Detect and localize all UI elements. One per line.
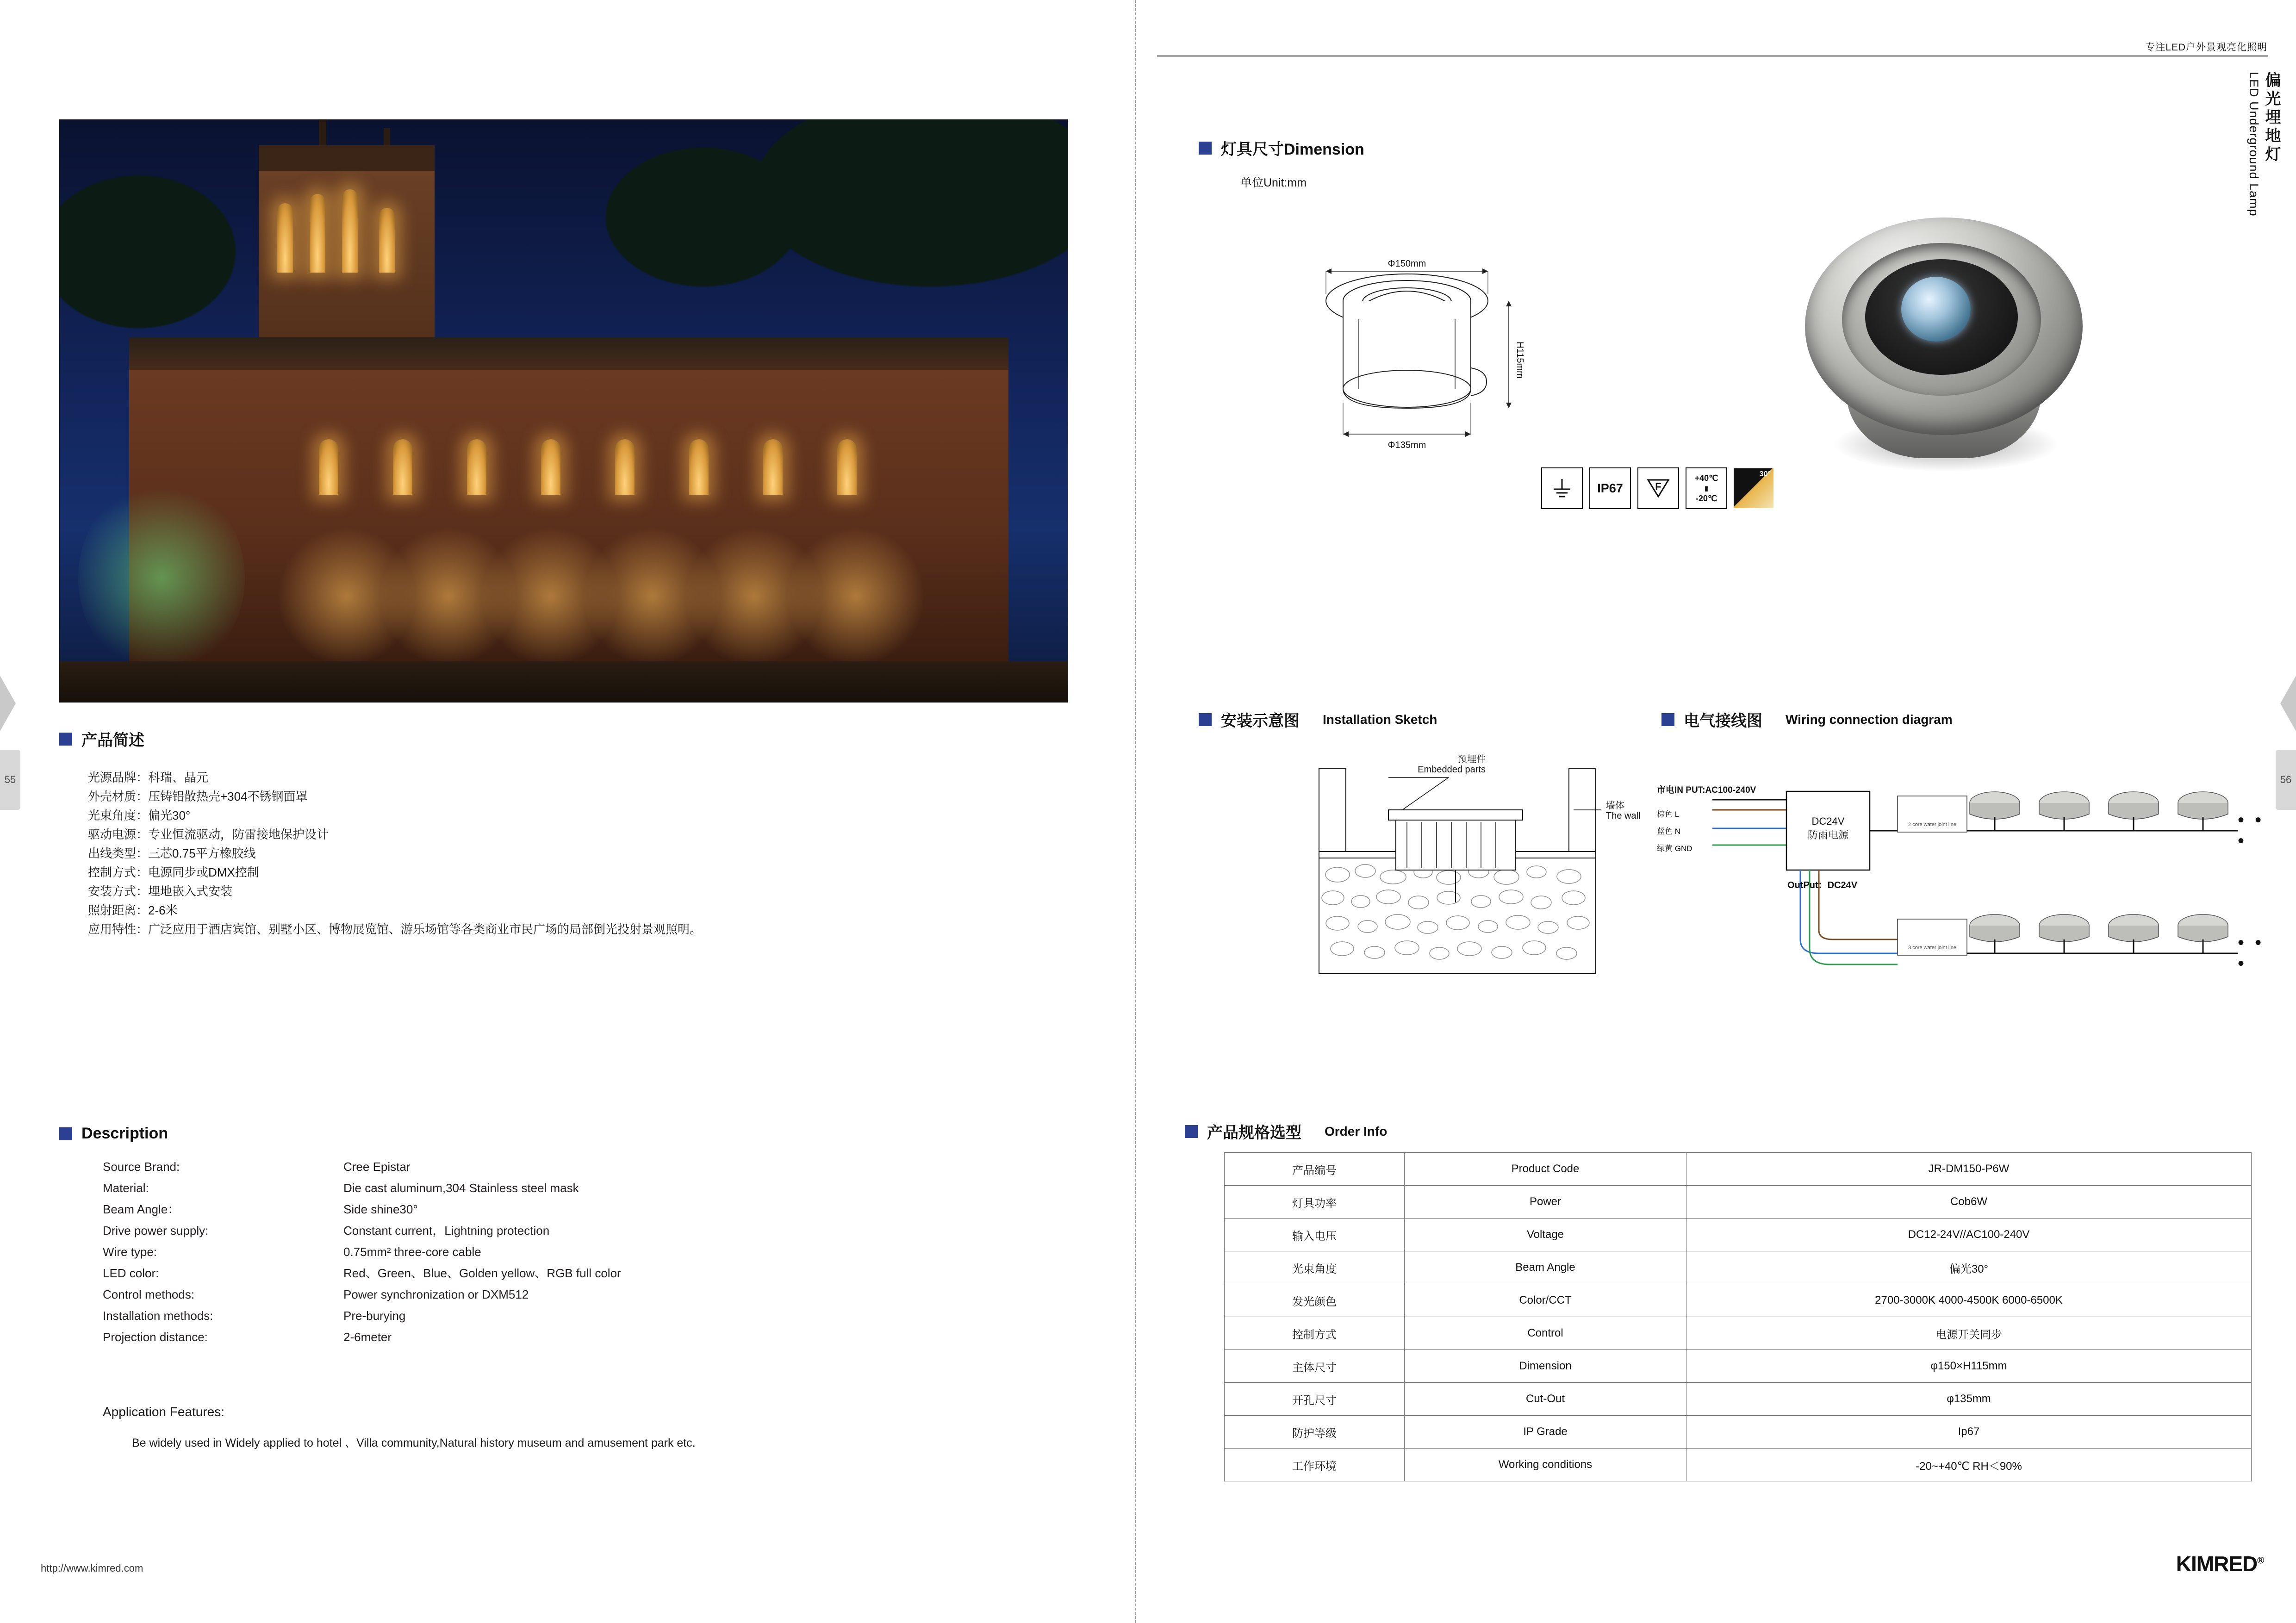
order-cell-en: Power bbox=[1405, 1186, 1686, 1219]
wall-label-en: The wall bbox=[1606, 811, 1641, 821]
order-cell-cn: 开孔尺寸 bbox=[1225, 1383, 1405, 1416]
bullet-square-icon bbox=[1185, 1125, 1198, 1138]
order-cell-en: Beam Angle bbox=[1405, 1251, 1686, 1284]
wiring-diagram bbox=[1657, 740, 2268, 1027]
wire-brown-label: 棕色 L bbox=[1657, 810, 1680, 819]
table-row bbox=[103, 1262, 1075, 1284]
order-info-heading bbox=[1185, 1120, 1387, 1143]
summary-list bbox=[88, 768, 1106, 939]
order-cell-value: 2700-3000K 4000-4500K 6000-6500K bbox=[1686, 1284, 2252, 1317]
summary-line: 照射距离：2-6米 bbox=[88, 903, 178, 917]
product-summary-heading-label: 产品简述 bbox=[81, 732, 144, 749]
photo-window bbox=[342, 189, 358, 273]
product-summary-heading bbox=[59, 728, 144, 750]
wiring-heading-cn: 电气接线图 bbox=[1684, 712, 1762, 730]
application-features-body: Be widely used in Widely applied to hotel 、Villa community,Natural history museum and amusement park etc. bbox=[132, 1436, 696, 1449]
dimension-heading bbox=[1199, 137, 1364, 159]
wire-blue-label: 蓝色 N bbox=[1657, 827, 1680, 836]
next-page-arrow bbox=[2280, 676, 2296, 731]
table-row bbox=[1225, 1317, 2252, 1350]
wall-label-cn: 墙体 bbox=[1606, 801, 1624, 811]
table-row bbox=[1225, 1186, 2252, 1219]
order-cell-cn: 发光颜色 bbox=[1225, 1284, 1405, 1317]
class-f-glyph bbox=[1644, 474, 1672, 502]
page-number-right: 56 bbox=[2276, 750, 2296, 810]
psu-voltage: DC24V bbox=[1811, 815, 1845, 827]
photo-tree bbox=[606, 148, 800, 286]
class-f-icon bbox=[1637, 467, 1679, 509]
table-row bbox=[103, 1305, 1075, 1326]
ip-rating-icon: IP67 bbox=[1589, 467, 1631, 509]
table-row bbox=[103, 1326, 1075, 1348]
temperature-range-icon bbox=[1686, 467, 1727, 509]
desc-value: Cree Epistar bbox=[343, 1160, 411, 1174]
order-cell-value: φ135mm bbox=[1686, 1383, 2252, 1416]
footer-url[interactable]: http://www.kimred.com bbox=[41, 1562, 143, 1574]
bullet-square-icon bbox=[1199, 713, 1212, 726]
installation-heading-cn: 安装示意图 bbox=[1221, 712, 1300, 730]
prev-page-arrow bbox=[0, 676, 16, 731]
order-cell-en: Control bbox=[1405, 1317, 1686, 1350]
order-cell-cn: 主体尺寸 bbox=[1225, 1350, 1405, 1383]
photo-window bbox=[319, 439, 338, 495]
dimension-drawing bbox=[1268, 250, 1592, 463]
summary-line: 出线类型：三芯0.75平方橡胶线 bbox=[88, 846, 256, 860]
beam-angle-swatch bbox=[1734, 468, 1773, 508]
temp-high-label: +40℃ bbox=[1694, 473, 1718, 483]
table-row bbox=[1225, 1416, 2252, 1449]
brand-registered-mark: ® bbox=[2257, 1555, 2264, 1566]
temp-low-label: -20℃ bbox=[1695, 494, 1717, 503]
embedded-parts-label-en: Embedded parts bbox=[1418, 765, 1486, 775]
order-info-table bbox=[1224, 1152, 2252, 1481]
desc-value: Pre-burying bbox=[343, 1309, 406, 1323]
joint-line-label-top: 2 core water joint line bbox=[1908, 822, 1956, 827]
installation-heading-en: Installation Sketch bbox=[1323, 712, 1437, 727]
vertical-title-cn: 偏光埋地灯 bbox=[2263, 72, 2280, 164]
embedded-parts-label-cn: 预埋件 bbox=[1458, 754, 1486, 765]
order-cell-cn: 产品编号 bbox=[1225, 1153, 1405, 1186]
summary-line: 驱动电源：专业恒流驱动，防雷接地保护设计 bbox=[88, 827, 329, 841]
order-cell-value: -20~+40℃ RH＜90% bbox=[1686, 1449, 2252, 1481]
header-tagline: 专注LED户外景观亮化照明 bbox=[2145, 42, 2267, 53]
desc-key: LED color: bbox=[103, 1266, 159, 1280]
psu-label bbox=[1796, 815, 1860, 842]
dimension-svg bbox=[1268, 250, 1592, 463]
table-row bbox=[103, 1199, 1075, 1220]
table-row bbox=[1225, 1251, 2252, 1284]
wiring-svg bbox=[1657, 740, 2268, 1027]
joint-line-label-bottom: 3 core water joint line bbox=[1908, 945, 1956, 951]
desc-value: 0.75mm² three-core cable bbox=[343, 1245, 481, 1259]
desc-value: Side shine30° bbox=[343, 1202, 418, 1216]
dimension-unit: 单位Unit:mm bbox=[1240, 176, 1307, 189]
wiring-input-label: 市电IN PUT:AC100-240V bbox=[1657, 785, 1756, 795]
desc-key: Beam Angle： bbox=[103, 1202, 180, 1216]
photo-window bbox=[310, 194, 325, 273]
order-cell-cn: 工作环境 bbox=[1225, 1449, 1405, 1481]
order-cell-cn: 光束角度 bbox=[1225, 1251, 1405, 1284]
product-lens bbox=[1901, 277, 1971, 342]
beam-angle-label: 30° bbox=[1759, 470, 1771, 478]
order-cell-cn: 控制方式 bbox=[1225, 1317, 1405, 1350]
page-number-left: 55 bbox=[0, 750, 20, 810]
summary-line: 光束角度：偏光30° bbox=[88, 808, 191, 822]
photo-window bbox=[615, 439, 635, 495]
bullet-square-icon bbox=[59, 733, 72, 746]
summary-line: 安装方式：埋地嵌入式安装 bbox=[88, 884, 233, 898]
chain-ellipsis-top: • • • bbox=[2238, 810, 2265, 851]
table-row bbox=[1225, 1383, 2252, 1416]
table-row bbox=[1225, 1153, 2252, 1186]
wiring-heading-en: Wiring connection diagram bbox=[1786, 712, 1953, 727]
desc-key: Source Brand: bbox=[103, 1160, 180, 1174]
summary-line: 控制方式：电源同步或DMX控制 bbox=[88, 865, 259, 879]
order-info-heading-en: Order Info bbox=[1325, 1124, 1388, 1138]
table-row bbox=[103, 1156, 1075, 1177]
order-cell-value: JR-DM150-P6W bbox=[1686, 1153, 2252, 1186]
photo-window bbox=[689, 439, 709, 495]
brand-name: KIMRED bbox=[2176, 1552, 2258, 1576]
table-row bbox=[103, 1284, 1075, 1305]
photo-uplight-glow bbox=[786, 527, 925, 666]
order-cell-en: IP Grade bbox=[1405, 1416, 1686, 1449]
brand-logo bbox=[2176, 1551, 2264, 1576]
order-cell-value: Cob6W bbox=[1686, 1186, 2252, 1219]
photo-window bbox=[837, 439, 857, 495]
order-cell-en: Working conditions bbox=[1405, 1449, 1686, 1481]
svg-text:H115mm: H115mm bbox=[1515, 342, 1525, 379]
bullet-square-icon bbox=[1199, 142, 1212, 155]
desc-key: Installation methods: bbox=[103, 1309, 213, 1323]
order-cell-value: 电源开关同步 bbox=[1686, 1317, 2252, 1350]
table-row bbox=[1225, 1284, 2252, 1317]
summary-line: 应用特性：广泛应用于酒店宾馆、别墅小区、博物展览馆、游乐场馆等各类商业市民广场的局部倒光投射景观照明。 bbox=[88, 922, 702, 936]
order-cell-en: Dimension bbox=[1405, 1350, 1686, 1383]
svg-text:F: F bbox=[1655, 481, 1661, 492]
desc-value: Red、Green、Blue、Golden yellow、RGB full color bbox=[343, 1266, 621, 1280]
order-cell-en: Color/CCT bbox=[1405, 1284, 1686, 1317]
desc-key: Wire type: bbox=[103, 1245, 157, 1259]
order-cell-cn: 输入电压 bbox=[1225, 1219, 1405, 1251]
vertical-title-en: LED Underground Lamp bbox=[2247, 72, 2261, 217]
bullet-square-icon bbox=[59, 1127, 72, 1140]
wiring-heading bbox=[1661, 708, 1953, 731]
summary-line: 外壳材质：压铸铝散热壳+304不锈钢面罩 bbox=[88, 790, 308, 803]
psu-output-label: OutPut：DC24V bbox=[1787, 880, 1858, 890]
desc-value: Constant current，Lightning protection bbox=[343, 1224, 550, 1237]
order-cell-en: Voltage bbox=[1405, 1219, 1686, 1251]
product-photo bbox=[1777, 199, 2110, 495]
beam-angle-icon bbox=[1734, 468, 1773, 508]
svg-text:Φ150mm: Φ150mm bbox=[1388, 259, 1426, 269]
order-cell-cn: 灯具功率 bbox=[1225, 1186, 1405, 1219]
desc-key: Material: bbox=[103, 1181, 149, 1195]
dimension-heading-label: 灯具尺寸Dimension bbox=[1221, 141, 1364, 158]
table-row bbox=[1225, 1219, 2252, 1251]
earth-ground-glyph bbox=[1549, 475, 1575, 501]
description-heading bbox=[59, 1125, 168, 1143]
page-fold-divider bbox=[1135, 0, 1136, 1623]
desc-value: Die cast aluminum,304 Stainless steel mask bbox=[343, 1181, 579, 1195]
order-cell-value: DC12-24V//AC100-240V bbox=[1686, 1219, 2252, 1251]
photo-window bbox=[541, 439, 560, 495]
description-heading-label: Description bbox=[81, 1125, 168, 1142]
photo-window bbox=[379, 208, 395, 273]
desc-value: 2-6meter bbox=[343, 1330, 392, 1344]
table-row bbox=[1225, 1449, 2252, 1481]
photo-ground bbox=[60, 661, 1068, 703]
application-photo bbox=[59, 119, 1068, 703]
table-row bbox=[103, 1177, 1075, 1199]
certification-icons bbox=[1541, 467, 1773, 509]
order-cell-cn: 防护等级 bbox=[1225, 1416, 1405, 1449]
photo-window bbox=[393, 439, 412, 495]
desc-key: Projection distance: bbox=[103, 1330, 208, 1344]
table-row bbox=[1225, 1350, 2252, 1383]
photo-window bbox=[467, 439, 486, 495]
thermometer-icon: ▮ bbox=[1705, 485, 1708, 492]
bullet-square-icon bbox=[1661, 713, 1674, 726]
application-features-heading: Application Features: bbox=[103, 1405, 225, 1419]
order-info-heading-cn: 产品规格选型 bbox=[1207, 1124, 1301, 1142]
order-cell-value: Ip67 bbox=[1686, 1416, 2252, 1449]
photo-roof bbox=[129, 337, 1008, 374]
photo-window bbox=[277, 203, 293, 273]
photo-window bbox=[763, 439, 783, 495]
chain-ellipsis-bottom: • • • bbox=[2238, 933, 2265, 974]
summary-line: 光源品牌：科瑞、晶元 bbox=[88, 771, 209, 784]
desc-key: Control methods: bbox=[103, 1287, 194, 1301]
earth-ground-icon bbox=[1541, 467, 1583, 509]
installation-heading bbox=[1199, 708, 1437, 731]
photo-green-glow bbox=[78, 481, 245, 675]
wire-gnd-label: 绿黄 GND bbox=[1657, 844, 1692, 853]
order-cell-value: 偏光30° bbox=[1686, 1251, 2252, 1284]
order-cell-en: Product Code bbox=[1405, 1153, 1686, 1186]
desc-value: Power synchronization or DXM512 bbox=[343, 1287, 529, 1301]
desc-key: Drive power supply: bbox=[103, 1224, 209, 1237]
table-row bbox=[103, 1241, 1075, 1262]
order-cell-value: φ150×H115mm bbox=[1686, 1350, 2252, 1383]
order-cell-en: Cut-Out bbox=[1405, 1383, 1686, 1416]
svg-text:Φ135mm: Φ135mm bbox=[1388, 440, 1426, 450]
description-table bbox=[103, 1156, 1075, 1348]
psu-type: 防雨电源 bbox=[1807, 829, 1848, 841]
table-row bbox=[103, 1220, 1075, 1241]
